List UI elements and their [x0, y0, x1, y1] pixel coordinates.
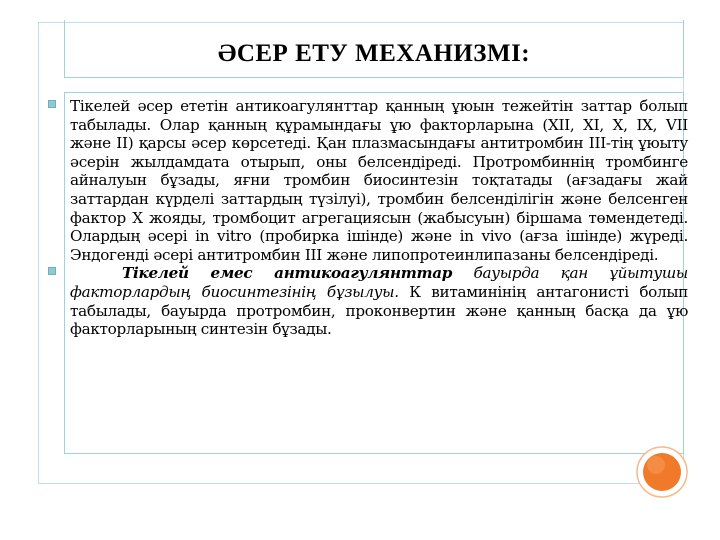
paragraph-2-italic: бауырда қан ұйытушы факторлардың биосинтезінің бұзылуы.	[70, 264, 689, 301]
paragraph-2-bold-italic: Тікелей емес антикоагулянттар	[122, 264, 453, 283]
square-bullet-icon	[48, 267, 56, 275]
paragraph-indirect-anticoagulants	[48, 264, 688, 338]
content-area	[48, 97, 688, 339]
square-bullet-icon	[48, 100, 56, 108]
paragraph-direct-anticoagulants	[48, 97, 688, 264]
orange-circle-ornament-icon	[636, 446, 688, 498]
paragraph-1-text: Тікелей әсер ететін антикоагулянттар қанның ұюын тежейтін заттар болып табылады. Олар қанның құрамындағы ұю факторларына (XII, XI, X, IX, VII және II) қарсы әсер көрсетеді. Қан плазмасындағы антитромбин III-тің ұюыту әсерін жылдамдата отырып, оны белсендіреді. Протромбиннің тромбинге айналуын бұзады, яғни тромбин биосинтезін тоқтатады (ағзадағы жай заттардан күрделі заттардың түзілуі), тромбин белсенділігін және белсенген фактор X жояды, тромбоцит агрегациясын (жабысуын) біршама төмендетеді. Олардың әсері in vitro (пробирка ішінде) және in vivo (ағза ішінде) жүреді. Эндогенді әсері антитромбин III және липопротеинлипазаны белсендіреді.	[70, 97, 688, 264]
slide-title: ӘСЕР ЕТУ МЕХАНИЗМІ:	[217, 40, 531, 67]
paragraph-2-rest: К витаминінің антагонисті болып табылады, бауырда протромбин, проконвертин және қанның басқа да ұю факторларының синтезін бұзады.	[70, 282, 688, 339]
